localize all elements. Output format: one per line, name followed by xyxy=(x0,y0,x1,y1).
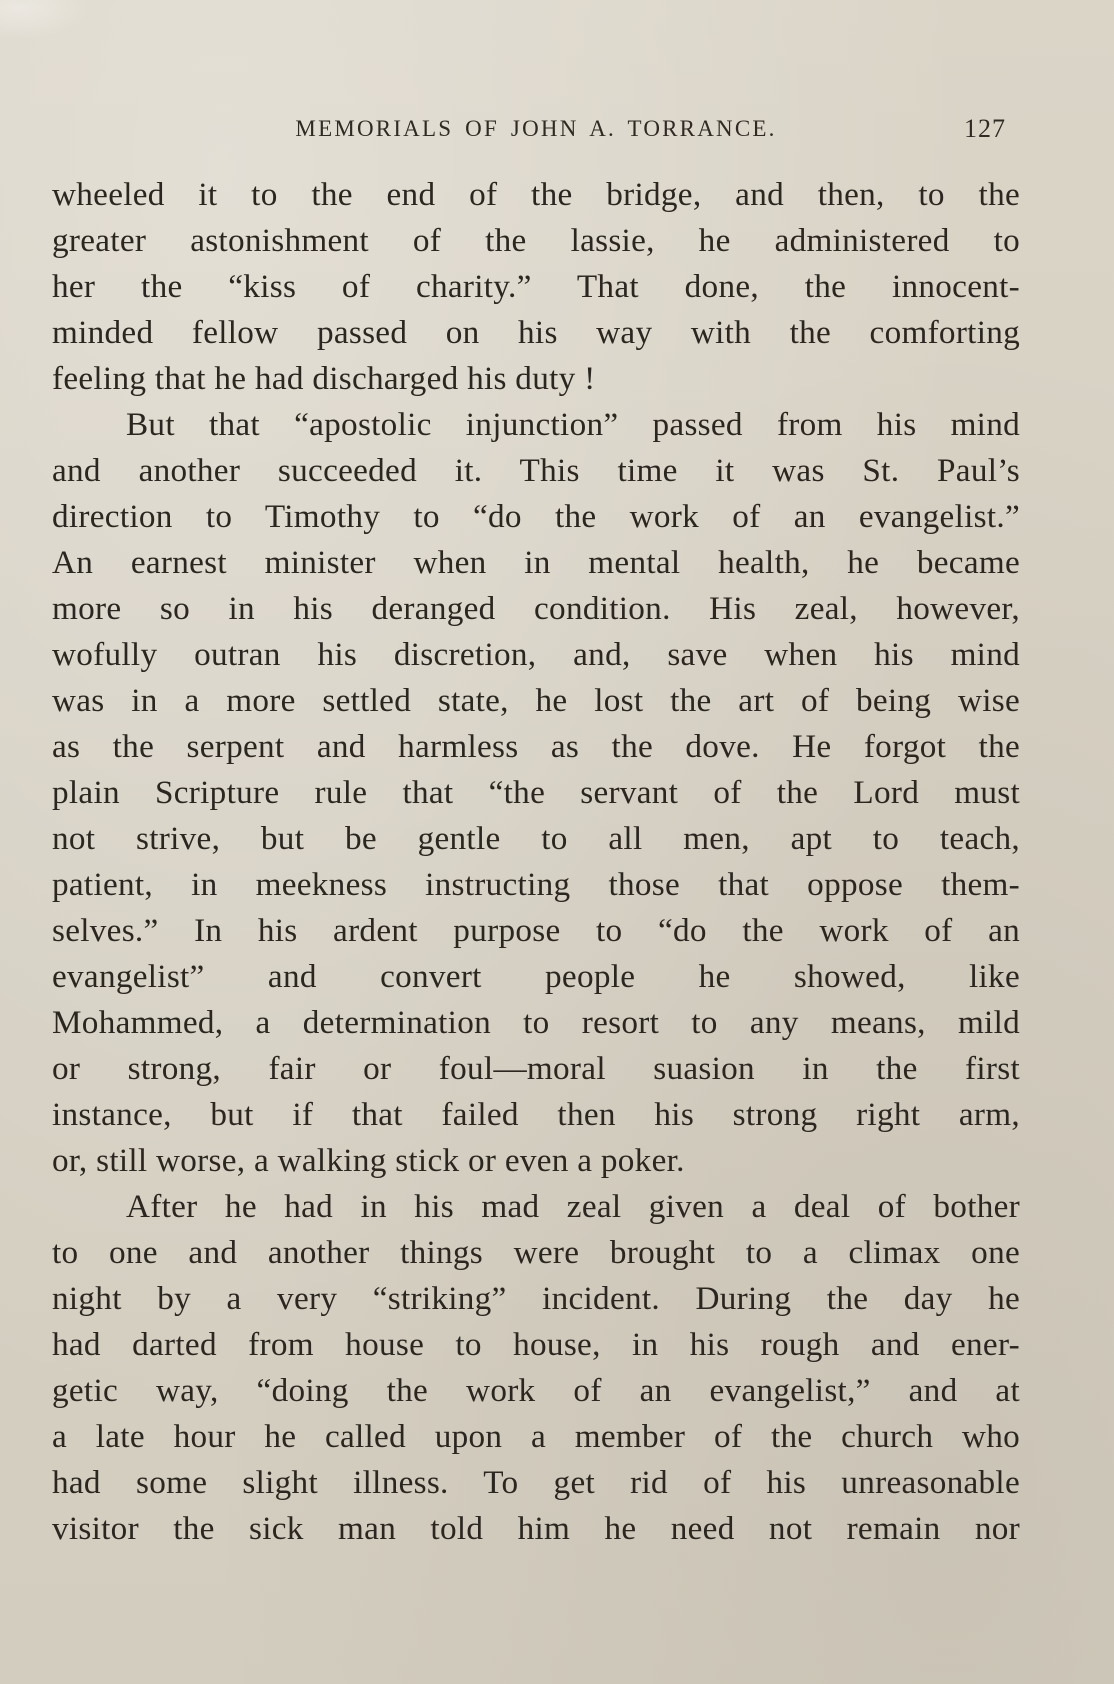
text-line: An earnest minister when in mental health, he became xyxy=(52,544,1020,581)
text-line: feeling that he had discharged his duty ! xyxy=(52,360,596,397)
text-line: and another succeeded it. This time it was St. Paul’s xyxy=(52,452,1020,489)
text-line: more so in his deranged condition. His zeal, however, xyxy=(52,590,1020,627)
text-line: plain Scripture rule that “the servant of the Lord must xyxy=(52,774,1020,811)
text-line: not strive, but be gentle to all men, apt to teach, xyxy=(52,820,1020,857)
text-line: instance, but if that failed then his strong right arm, xyxy=(52,1096,1020,1133)
text-line: was in a more settled state, he lost the art of being wise xyxy=(52,682,1020,719)
text-line: her the “kiss of charity.” That done, the innocent- xyxy=(52,268,1020,305)
text-line: Mohammed, a determination to resort to any means, mild xyxy=(52,1004,1020,1041)
page-number: 127 xyxy=(964,114,1006,143)
text-line: evangelist” and convert people he showed, like xyxy=(52,958,1020,995)
text-line: a late hour he called upon a member of the church who xyxy=(52,1418,1020,1455)
text-line: night by a very “striking” incident. During the day he xyxy=(52,1280,1020,1317)
text-line: direction to Timothy to “do the work of an evangelist.” xyxy=(52,498,1020,535)
paper-stain xyxy=(0,0,90,40)
text-line: selves.” In his ardent purpose to “do the work of an xyxy=(52,912,1020,949)
body-text xyxy=(52,172,1020,1552)
text-line: had darted from house to house, in his rough and ener- xyxy=(52,1326,1020,1363)
running-head xyxy=(52,116,1020,148)
text-line: After he had in his mad zeal given a deal of bother xyxy=(126,1188,1020,1225)
text-line: minded fellow passed on his way with the comforting xyxy=(52,314,1020,351)
text-line: getic way, “doing the work of an evangelist,” and at xyxy=(52,1372,1020,1409)
text-line: visitor the sick man told him he need not remain nor xyxy=(52,1510,1020,1547)
text-line: patient, in meekness instructing those that oppose them- xyxy=(52,866,1020,903)
text-line: as the serpent and harmless as the dove. He forgot the xyxy=(52,728,1020,765)
text-line: But that “apostolic injunction” passed from his mind xyxy=(126,406,1020,443)
text-line: wheeled it to the end of the bridge, and then, to the xyxy=(52,176,1020,213)
text-line: wofully outran his discretion, and, save when his mind xyxy=(52,636,1020,673)
text-line: had some slight illness. To get rid of his unreasonable xyxy=(52,1464,1020,1501)
running-title: MEMORIALS OF JOHN A. TORRANCE. xyxy=(295,116,777,141)
text-line: or strong, fair or foul—moral suasion in the first xyxy=(52,1050,1020,1087)
text-line: or, still worse, a walking stick or even a poker. xyxy=(52,1142,685,1179)
text-line: to one and another things were brought to a climax one xyxy=(52,1234,1020,1271)
text-line: greater astonishment of the lassie, he administered to xyxy=(52,222,1020,259)
